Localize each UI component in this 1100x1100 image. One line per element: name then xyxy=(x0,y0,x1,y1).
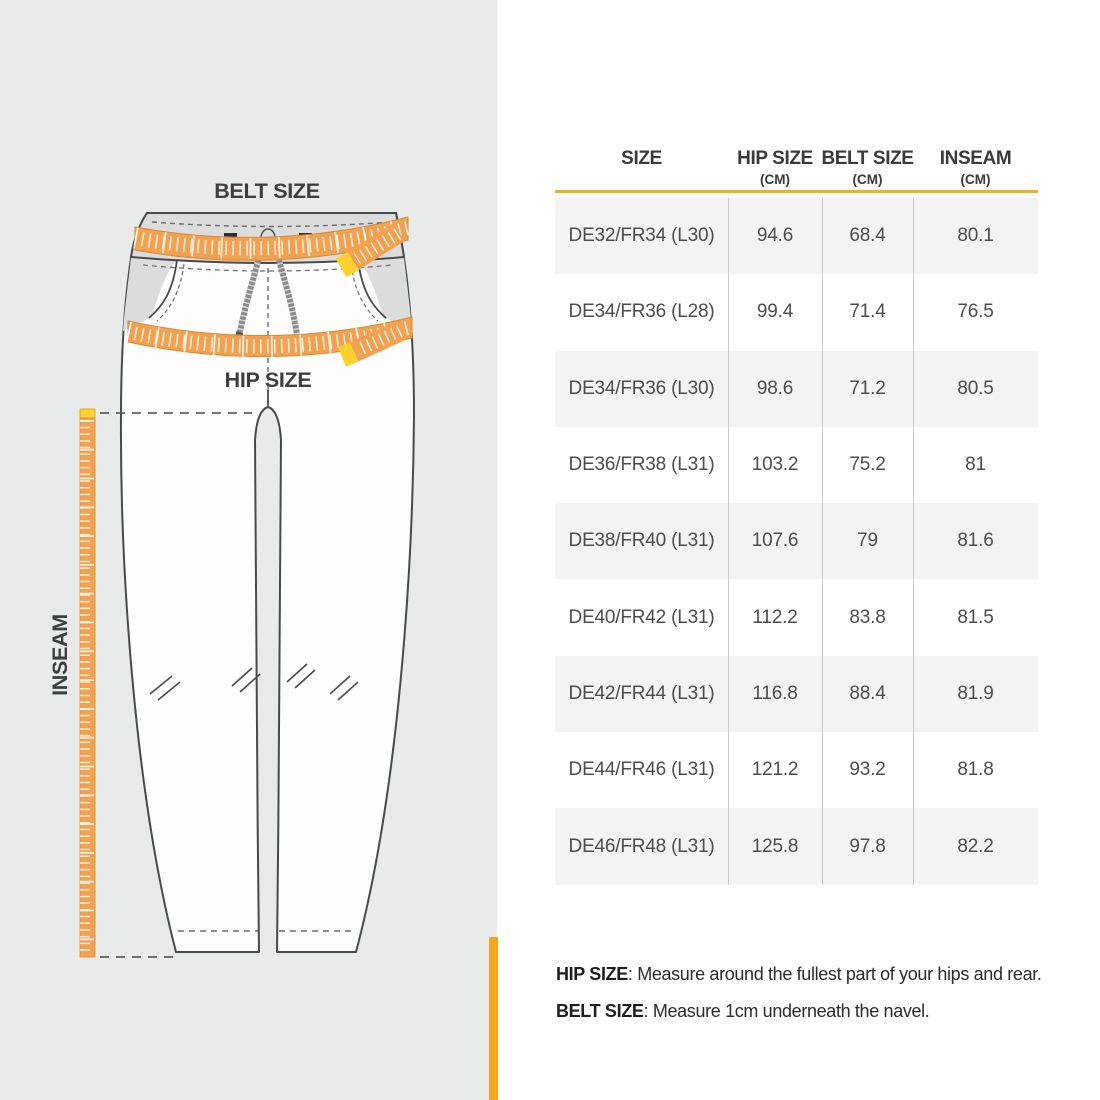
table-row xyxy=(555,351,1038,427)
table-cell-size: DE44/FR46 (L31) xyxy=(568,759,715,781)
table-row xyxy=(555,427,1038,503)
table-cell-belt: 88.4 xyxy=(849,682,886,704)
pants-measurement-diagram xyxy=(0,0,497,1100)
column-divider xyxy=(913,198,914,885)
table-cell-belt: 97.8 xyxy=(849,835,886,857)
illustration-panel xyxy=(0,0,497,1100)
table-row xyxy=(555,808,1038,884)
table-cell-size: DE42/FR44 (L31) xyxy=(568,682,715,704)
column-divider xyxy=(728,198,729,885)
table-cell-hip: 116.8 xyxy=(752,682,798,704)
table-cell-belt: 83.8 xyxy=(849,606,886,628)
column-divider xyxy=(822,198,823,885)
table-cell-belt: 71.4 xyxy=(849,301,886,323)
table-cell-inseam: 81.9 xyxy=(957,682,994,704)
table-cell-size: DE34/FR36 (L28) xyxy=(568,301,715,323)
inseam-label: INSEAM xyxy=(48,614,72,696)
hip-size-note-text: : Measure around the fullest part of your hips and rear. xyxy=(627,964,1042,984)
table-cell-size: DE46/FR48 (L31) xyxy=(568,835,715,857)
hip-size-label: HIP SIZE xyxy=(224,368,312,392)
table-cell-inseam: 81.8 xyxy=(957,759,994,781)
table-cell-hip: 121.2 xyxy=(751,759,799,781)
hip-size-note xyxy=(556,956,1042,993)
header-size xyxy=(555,148,728,188)
header-inseam-label: INSEAM xyxy=(939,148,1012,169)
header-belt-label: BELT SIZE xyxy=(821,148,914,169)
header-size-label: SIZE xyxy=(621,148,662,169)
belt-size-note xyxy=(556,993,1042,1030)
accent-bar xyxy=(489,937,498,1100)
header-rule xyxy=(555,190,1038,193)
header-belt-unit: (CM) xyxy=(852,172,883,187)
table-rows xyxy=(555,198,1038,885)
header-inseam-unit: (CM) xyxy=(960,172,991,187)
measurement-notes xyxy=(556,956,1042,1030)
table-row xyxy=(555,274,1038,350)
belt-size-label: BELT SIZE xyxy=(214,179,320,203)
belt-size-note-label: BELT SIZE xyxy=(556,1001,644,1021)
table-cell-inseam: 81.5 xyxy=(957,606,994,628)
table-cell-hip: 112.2 xyxy=(752,606,798,628)
table-cell-size: DE40/FR42 (L31) xyxy=(568,606,715,628)
table-cell-inseam: 76.5 xyxy=(957,301,994,323)
inseam-tape-measure xyxy=(80,409,95,957)
table-cell-size: DE38/FR40 (L31) xyxy=(568,530,715,552)
header-hip-unit: (CM) xyxy=(760,172,790,187)
header-hip-label: HIP SIZE xyxy=(737,148,813,169)
table-row xyxy=(555,656,1038,732)
hip-size-note-label: HIP SIZE xyxy=(556,964,628,984)
table-cell-inseam: 80.1 xyxy=(957,225,994,247)
table-row xyxy=(555,503,1038,579)
table-cell-size: DE34/FR36 (L30) xyxy=(568,377,715,399)
table-cell-inseam: 81 xyxy=(965,454,986,476)
table-cell-hip: 107.6 xyxy=(751,530,799,552)
table-cell-hip: 94.6 xyxy=(756,225,794,247)
table-row xyxy=(555,579,1038,655)
table-cell-belt: 75.2 xyxy=(849,454,886,476)
table-cell-hip: 98.6 xyxy=(756,377,794,399)
table-cell-belt: 79 xyxy=(857,530,878,552)
header-inseam xyxy=(913,148,1038,188)
table-cell-inseam: 82.2 xyxy=(957,835,994,857)
size-table xyxy=(555,130,1038,885)
table-cell-belt: 71.2 xyxy=(849,377,886,399)
table-cell-belt: 68.4 xyxy=(849,225,886,247)
table-cell-inseam: 81.6 xyxy=(957,530,994,552)
header-belt-size xyxy=(822,148,913,188)
table-cell-belt: 93.2 xyxy=(849,759,886,781)
table-row xyxy=(555,732,1038,808)
table-row xyxy=(555,198,1038,274)
table-header xyxy=(555,130,1038,188)
table-cell-hip: 103.2 xyxy=(751,454,799,476)
header-hip-size xyxy=(728,148,822,188)
table-cell-hip: 125.8 xyxy=(751,835,799,857)
table-cell-hip: 99.4 xyxy=(756,301,794,323)
table-cell-size: DE36/FR38 (L31) xyxy=(568,454,715,476)
table-cell-inseam: 80.5 xyxy=(957,377,994,399)
belt-size-note-text: : Measure 1cm underneath the navel. xyxy=(643,1001,930,1021)
table-cell-size: DE32/FR34 (L30) xyxy=(568,225,715,247)
